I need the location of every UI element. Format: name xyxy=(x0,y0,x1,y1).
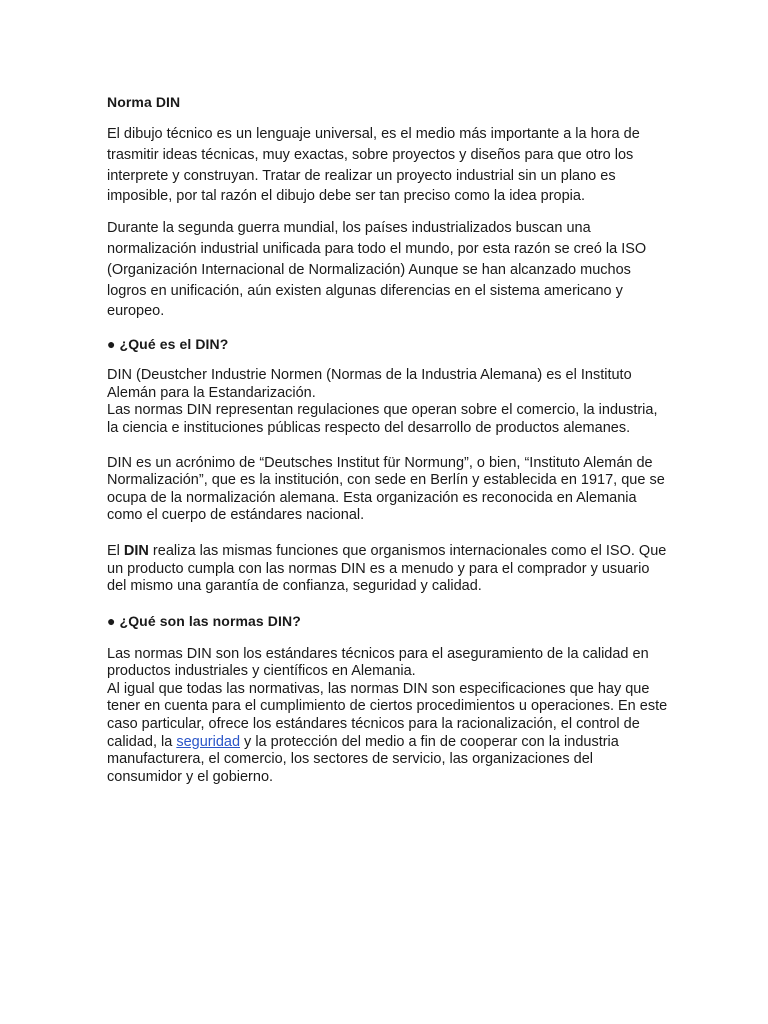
intro-paragraph-2: Durante la segunda guerra mundial, los países industrializados buscan una normalización industrial unificada para todo el mundo, por esta razón se creó la ISO (Organización Internacional de Normalización) Aunque se han alcanzado muchos logros en unificación, aún existen algunas diferencias en el sistema americano y europeo. xyxy=(107,220,647,320)
din-norms-specifications-paragraph xyxy=(107,681,668,787)
din-functions-text-start: El xyxy=(107,542,124,559)
din-bold-term: DIN xyxy=(123,542,149,559)
din-regulations-paragraph: Las normas DIN representan regulaciones que operan sobre el comercio, la industria, la ciencia e instituciones públicas respecto del desarrollo de productos alemanes. xyxy=(107,402,658,436)
din-acronym-paragraph: DIN es un acrónimo de “Deutsches Institut für Normung”, o bien, “Instituto Alemán de Normalización”, que es la institución, con sede en Berlín y establecida en 1917, que se ocupa de la normalización alemana. Esta organización es reconocida en Alemania como el cuerpo de estándares nacional. xyxy=(107,454,665,524)
din-norms-text-start: Al igual que todas las normativas, las normas DIN son especificaciones que hay que tener en cuenta para el cumplimiento de ciertos procedimientos u operaciones. En este caso particular, ofrece los estándares técnicos para la racionalización, el control de calidad, la xyxy=(107,680,668,750)
page-title: Norma DIN xyxy=(107,94,181,110)
intro-paragraph-1: El dibujo técnico es un lenguaje universal, es el medio más importante a la hora de trasmitir ideas técnicas, muy exactas, sobre proyectos y diseños para que otro los interprete y construyan. Tratar de realizar un proyecto industrial sin un plano es imposible, por tal razón el dibujo debe ser tan preciso como la idea propia. xyxy=(107,126,640,205)
section-heading-what-are-din-norms: ● ¿Qué son las normas DIN? xyxy=(107,612,301,629)
din-definition-paragraph: DIN (Deustcher Industrie Normen (Normas de la Industria Alemana) es el Instituto Alemán para la Estandarización. xyxy=(107,367,632,401)
din-functions-paragraph xyxy=(107,543,668,596)
din-functions-text-end: realiza las mismas funciones que organismos internacionales como el ISO. Que un producto cumpla con las normas DIN es a menudo y para el comprador y usuario del mismo una garantía de confianza, seguridad y calidad. xyxy=(107,542,667,595)
section-heading-what-is-din: ● ¿Qué es el DIN? xyxy=(107,336,229,353)
seguridad-link[interactable]: seguridad xyxy=(176,733,241,750)
din-norms-text-end: y la protección del medio a fin de cooperar con la industria manufacturera, el comercio, los sectores de servicio, las organizaciones del consumidor y el gobierno. xyxy=(107,733,619,785)
din-norms-definition-paragraph: Las normas DIN son los estándares técnicos para el aseguramiento de la calidad en productos industriales y científicos en Alemania. xyxy=(107,645,649,680)
